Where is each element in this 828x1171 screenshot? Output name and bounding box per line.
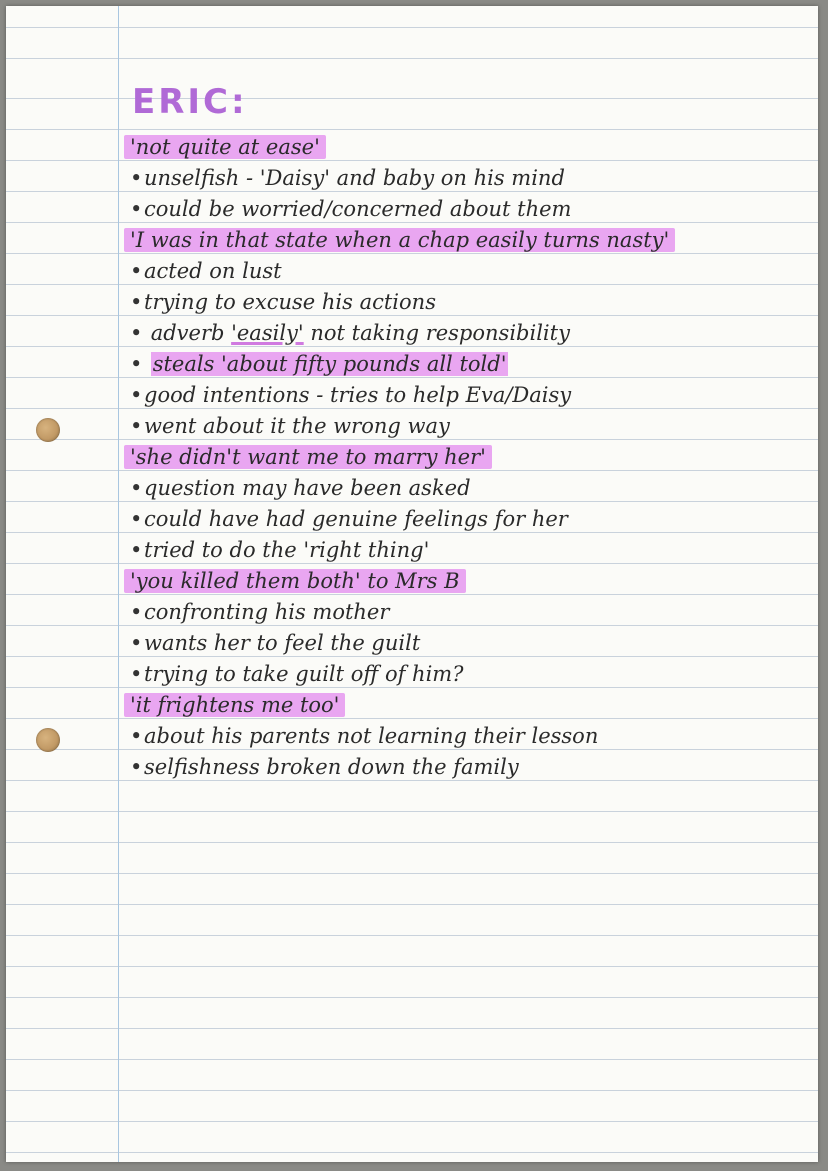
handwritten-notes [6,6,818,1162]
bullet-point: • tried to do the 'right thing' [124,535,429,565]
bullet-point: • about his parents not learning their lesson [124,721,598,751]
quote-highlight: 'I was in that state when a chap easily turns nasty' [124,228,675,252]
quote-line [124,225,675,255]
bullet-point: • went about it the wrong way [124,411,450,441]
bullet-text-post: not taking responsibility [303,321,570,345]
bullet-point [124,349,508,379]
underlined-word: 'easily' [231,321,304,345]
bullet-point: • acted on lust [124,256,282,286]
bullet-point: • unselfish - 'Daisy' and baby on his mind [124,163,565,193]
quote-line [124,132,326,162]
quote-line [124,566,466,596]
quote-highlight: 'not quite at ease' [124,135,326,159]
bullet-text-pre: adverb [150,321,232,345]
quote-line [124,442,492,472]
bullet-point: • confronting his mother [124,597,389,627]
bullet-point: • wants her to feel the guilt [124,628,420,658]
bullet-highlight: steals 'about fifty pounds all told' [152,352,507,376]
quote-line [124,690,345,720]
quote-highlight: 'it frightens me too' [124,693,345,717]
bullet-point: • selfishness broken down the family [124,752,519,782]
quote-highlight: 'she didn't want me to marry her' [124,445,492,469]
bullet-point: • question may have been asked [124,473,471,503]
bullet-point: • could have had genuine feelings for her [124,504,568,534]
bullet-point: • good intentions - tries to help Eva/Daisy [124,380,571,410]
bullet-point: • could be worried/concerned about them [124,194,571,224]
bullet-point [124,318,570,348]
quote-highlight: 'you killed them both' to Mrs B [124,569,466,593]
bullet-point: • trying to take guilt off of him? [124,659,463,689]
bullet-point: • trying to excuse his actions [124,287,436,317]
notebook-page [6,6,818,1162]
notes-title: ERIC: [132,82,248,122]
